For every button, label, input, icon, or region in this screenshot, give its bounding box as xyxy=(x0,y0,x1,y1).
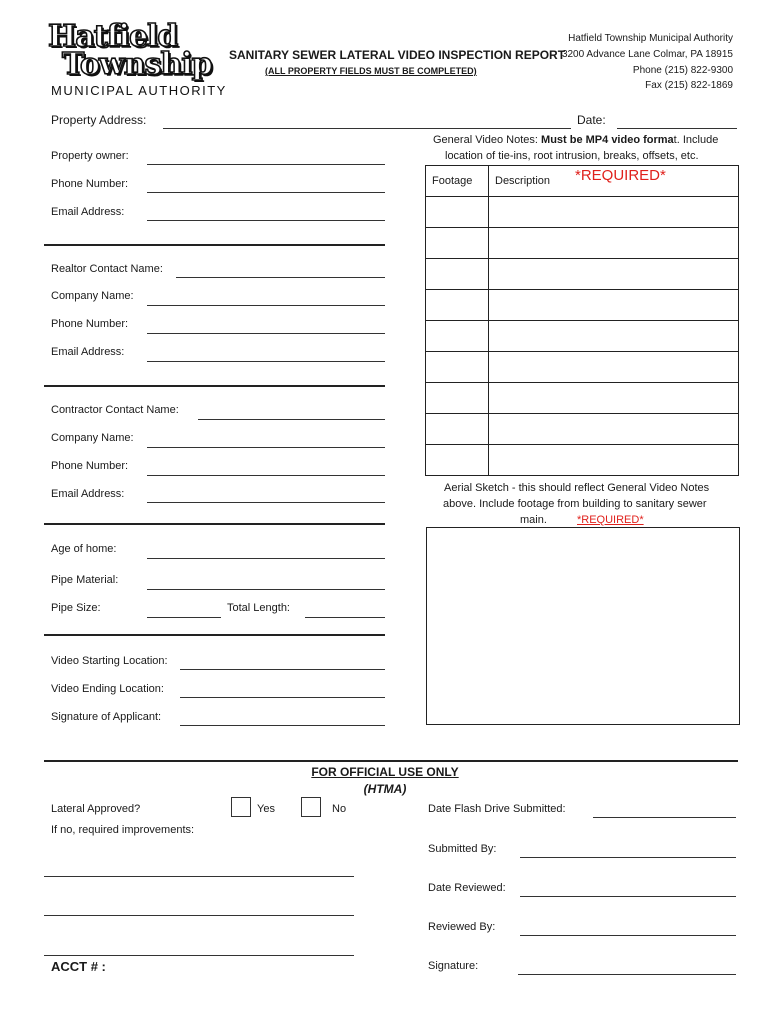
date-reviewed-label: Date Reviewed: xyxy=(428,882,506,894)
improvements-line[interactable] xyxy=(44,955,354,956)
contractor-contact-label: Contractor Contact Name: xyxy=(51,404,179,416)
address-line: 3200 Advance Lane Colmar, PA 18915 xyxy=(561,49,733,60)
description-cell[interactable] xyxy=(489,197,739,228)
official-signature-field[interactable] xyxy=(518,974,736,975)
footage-cell[interactable] xyxy=(426,321,489,352)
pipe-material-label: Pipe Material: xyxy=(51,574,119,586)
age-of-home-field[interactable] xyxy=(147,558,385,559)
video-notes-table xyxy=(425,165,739,476)
description-cell[interactable] xyxy=(489,383,739,414)
footage-cell[interactable] xyxy=(426,290,489,321)
contractor-phone-field[interactable] xyxy=(147,475,385,476)
table-row xyxy=(426,290,739,321)
official-use-subtitle: (HTMA) xyxy=(363,782,407,796)
flash-drive-date-label: Date Flash Drive Submitted: xyxy=(428,803,566,815)
reviewed-by-label: Reviewed By: xyxy=(428,921,496,933)
realtor-contact-label: Realtor Contact Name: xyxy=(51,263,163,275)
yes-checkbox[interactable] xyxy=(231,797,251,817)
contractor-contact-field[interactable] xyxy=(198,419,385,420)
official-signature-label: Signature: xyxy=(428,960,479,972)
property-owner-label: Property owner: xyxy=(51,150,129,162)
footage-cell[interactable] xyxy=(426,228,489,259)
realtor-phone-label: Phone Number: xyxy=(51,318,129,330)
description-header-label: Description xyxy=(495,175,551,187)
improvements-line[interactable] xyxy=(44,915,354,916)
date-label: Date: xyxy=(577,113,606,127)
footage-cell[interactable] xyxy=(426,197,489,228)
lateral-approved-label: Lateral Approved? xyxy=(51,803,141,815)
property-address-field[interactable] xyxy=(163,128,571,129)
description-cell[interactable] xyxy=(489,290,739,321)
video-end-field[interactable] xyxy=(180,697,385,698)
acct-number-label: ACCT # : xyxy=(51,959,106,974)
footage-header: Footage xyxy=(426,166,489,197)
owner-email-label: Email Address: xyxy=(51,206,125,218)
description-cell[interactable] xyxy=(489,414,739,445)
contractor-company-field[interactable] xyxy=(147,447,385,448)
table-row xyxy=(426,321,739,352)
table-row xyxy=(426,228,739,259)
pipe-material-field[interactable] xyxy=(147,589,385,590)
table-header-row xyxy=(426,166,739,197)
total-length-field[interactable] xyxy=(305,617,385,618)
property-address-label: Property Address: xyxy=(51,113,147,127)
footage-cell[interactable] xyxy=(426,383,489,414)
contractor-company-label: Company Name: xyxy=(51,432,134,444)
address-line: Hatfield Township Municipal Authority xyxy=(568,33,733,44)
description-cell[interactable] xyxy=(489,352,739,383)
page-title: SANITARY SEWER LATERAL VIDEO INSPECTION REPORT xyxy=(229,48,566,62)
section-divider xyxy=(44,634,385,636)
property-owner-field[interactable] xyxy=(147,164,385,165)
sketch-note-line2: above. Include footage from building to sanitary sewer xyxy=(443,498,707,510)
improvements-label: If no, required improvements: xyxy=(51,824,195,836)
description-cell[interactable] xyxy=(489,445,739,476)
description-header xyxy=(489,166,739,197)
realtor-email-field[interactable] xyxy=(147,361,385,362)
realtor-phone-field[interactable] xyxy=(147,333,385,334)
pipe-size-field[interactable] xyxy=(147,617,221,618)
sketch-note-line3: main. xyxy=(520,514,547,526)
section-divider xyxy=(44,244,385,246)
logo-word-hatfield: Hatfield xyxy=(48,19,178,54)
required-note: *REQUIRED* xyxy=(575,167,666,184)
logo-municipal-authority: MUNICIPAL AUTHORITY xyxy=(51,83,227,98)
official-divider xyxy=(44,760,738,762)
realtor-company-field[interactable] xyxy=(147,305,385,306)
official-use-title: FOR OFFICIAL USE ONLY xyxy=(311,765,459,779)
yes-label: Yes xyxy=(257,803,275,815)
improvements-line[interactable] xyxy=(44,876,354,877)
video-start-label: Video Starting Location: xyxy=(51,655,168,667)
description-cell[interactable] xyxy=(489,259,739,290)
submitted-by-label: Submitted By: xyxy=(428,843,497,855)
flash-drive-date-field[interactable] xyxy=(593,817,736,818)
age-of-home-label: Age of home: xyxy=(51,543,117,555)
applicant-signature-field[interactable] xyxy=(180,725,385,726)
footage-cell[interactable] xyxy=(426,445,489,476)
table-row xyxy=(426,352,739,383)
submitted-by-field[interactable] xyxy=(520,857,736,858)
footage-cell[interactable] xyxy=(426,352,489,383)
reviewed-by-field[interactable] xyxy=(520,935,736,936)
owner-phone-field[interactable] xyxy=(147,192,385,193)
page-subtitle: (ALL PROPERTY FIELDS MUST BE COMPLETED) xyxy=(265,66,477,76)
section-divider xyxy=(44,385,385,387)
applicant-signature-label: Signature of Applicant: xyxy=(51,711,162,723)
contractor-email-field[interactable] xyxy=(147,502,385,503)
sketch-note-line1: Aerial Sketch - this should reflect General Video Notes xyxy=(444,482,710,494)
owner-phone-label: Phone Number: xyxy=(51,178,129,190)
video-start-field[interactable] xyxy=(180,669,385,670)
table-row xyxy=(426,383,739,414)
pipe-size-label: Pipe Size: xyxy=(51,602,101,614)
total-length-label: Total Length: xyxy=(227,602,290,614)
no-label: No xyxy=(332,803,347,815)
video-notes-line2: location of tie-ins, root intrusion, breaks, offsets, etc. xyxy=(445,150,699,162)
date-field[interactable] xyxy=(617,128,737,129)
notes-suffix: t. Include xyxy=(673,134,719,146)
table-row xyxy=(426,445,739,476)
footage-cell[interactable] xyxy=(426,259,489,290)
no-checkbox[interactable] xyxy=(301,797,321,817)
aerial-sketch-box[interactable] xyxy=(426,527,740,725)
contractor-phone-label: Phone Number: xyxy=(51,460,129,472)
realtor-contact-field[interactable] xyxy=(176,277,385,278)
notes-prefix: General Video Notes: xyxy=(433,134,542,146)
section-divider xyxy=(44,523,385,525)
realtor-email-label: Email Address: xyxy=(51,346,125,358)
contractor-email-label: Email Address: xyxy=(51,488,125,500)
address-line: Fax (215) 822-1869 xyxy=(645,80,733,91)
video-notes-line1 xyxy=(433,134,718,146)
table-row xyxy=(426,414,739,445)
table-row xyxy=(426,259,739,290)
notes-bold: Must be MP4 video forma xyxy=(541,134,674,146)
table-row xyxy=(426,197,739,228)
footage-cell[interactable] xyxy=(426,414,489,445)
video-end-label: Video Ending Location: xyxy=(51,683,164,695)
description-cell[interactable] xyxy=(489,228,739,259)
date-reviewed-field[interactable] xyxy=(520,896,736,897)
description-cell[interactable] xyxy=(489,321,739,352)
realtor-company-label: Company Name: xyxy=(51,290,134,302)
sketch-required-note: *REQUIRED* xyxy=(577,514,644,526)
address-line: Phone (215) 822-9300 xyxy=(632,65,733,76)
owner-email-field[interactable] xyxy=(147,220,385,221)
logo-word-township: Township xyxy=(62,47,212,82)
